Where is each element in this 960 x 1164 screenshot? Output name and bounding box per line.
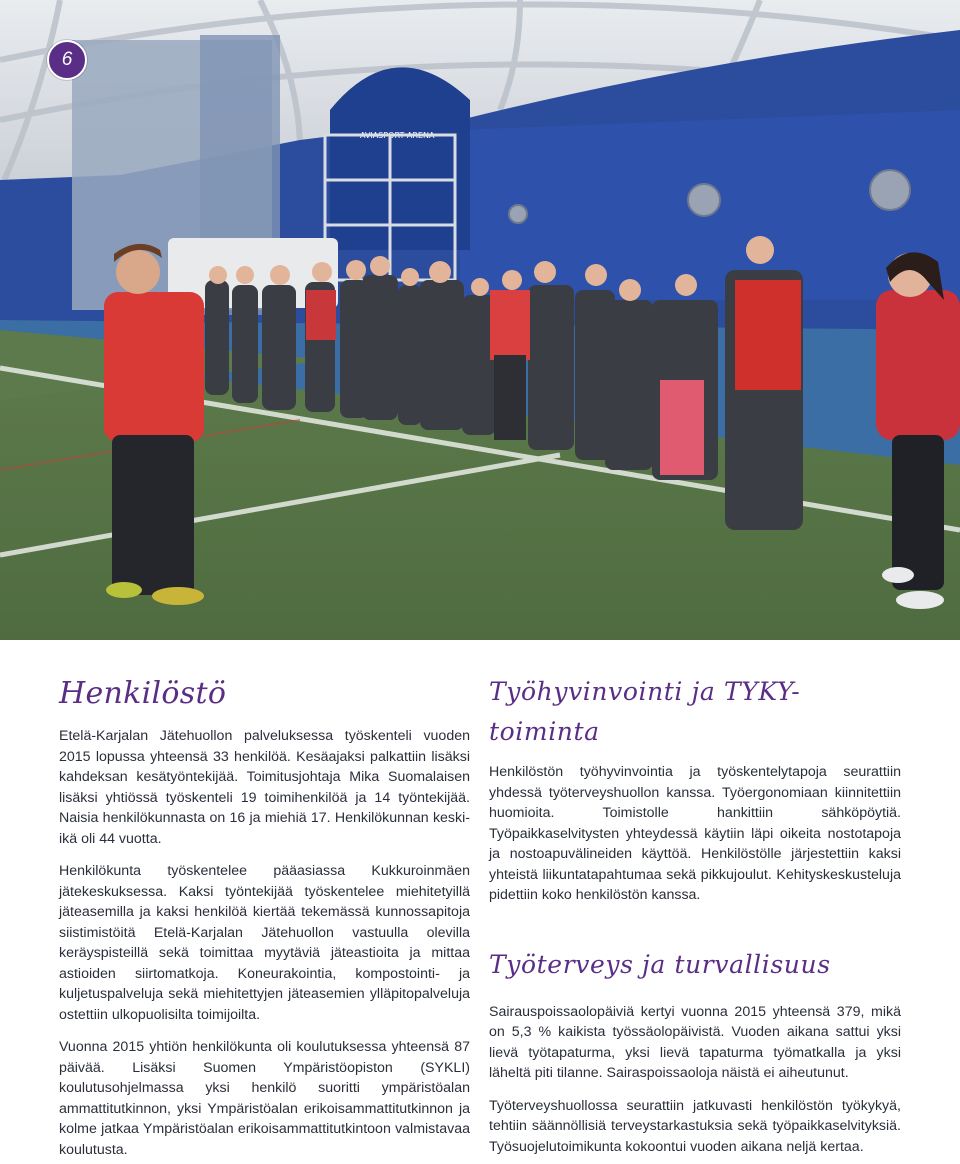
instructor-left: [104, 244, 204, 605]
heading-tyoterveys: Työterveys ja turvallisuus: [489, 949, 831, 979]
paragraph-work-locations: Henkilökunta työskentelee pääasiassa Kukkuroinmäen jätekeskuksessa. Kaksi työntekijää työskentelee miehitetyillä jäteasemilla ja kaksi henkilöä kiertää tekemässä kunnossapitoja siistimistöitä Etelä-Karjalan Jätehuollon vastuulla olevilla keräyspisteillä sekä toimittaa myytäviä jäteastioita ja mittaa astioiden siirtomatkoja. Koneurakointia, kompostointi- ja kuljetuspalveluja sekä miehitettyjen jäteasemien ylläpitopalveluja ostettiin ulkopuolisilta toimijoilta.: [59, 863, 470, 1023]
paragraph-wellbeing: Henkilöstön työhyvinvointia ja työskentelytapoja seurattiin yhdessä työterveyshuollon kanssa. Työergonomiaan kiinnitettiin huomioita. Toimistolle hankittiin sähköpöytiä. Työpaikkaselvitysten yhteydessä käytiin läpi oikeita nostotapoja ja nostoapuvälineiden käyttöä. Henkilöstölle järjestettiin kaksi yhteistä liikuntatapahtumaa sekä pikkujoulut. Kehityskeskusteluja pidettiin koko henkilöstön kanssa.: [489, 764, 901, 903]
left-column: [59, 672, 470, 1160]
right-column: [489, 672, 901, 1157]
heading-henkilosto: Henkilöstö: [59, 676, 227, 711]
paragraph-staff-count: Etelä-Karjalan Jätehuollon palveluksessa työskenteli vuoden 2015 lopussa yhteensä 33 henkilöä. Kesäajaksi palkattiin lisäksi kahdeksan kesätyöntekijää. Toimitusjohtaja Mika Suomalaisen lisäksi yhtiössä työskenteli 19 toimihenkilöä ja 14 työntekijää. Naisia henkilökunnasta on 16 ja miehiä 17. Henkilökunnan keski-ikä oli 44 vuotta.: [59, 728, 470, 847]
entrance-arch: [330, 67, 470, 250]
page-number-badge: 6: [47, 40, 87, 80]
heading-tyohyvinvointi: Työhyvinvointi ja TYKY-toiminta: [489, 677, 801, 746]
paragraph-occupational-health: Työterveyshuollossa seurattiin jatkuvasti henkilöstön työkykyä, tehtiin säännöllisiä terveystarkastuksia sekä työpaikkaselvityksiä. Työsuojelutoimikunta kokoontui vuoden aikana neljä kertaa.: [489, 1097, 901, 1155]
paragraph-training: Vuonna 2015 yhtiön henkilökunta oli koulutuksessa yhteensä 87 päivää. Lisäksi Suomen Ympäristöopiston (SYKLI) koulutusohjelmassa yksi henkilö suoritti ympäristöalan ammattitutkinnon, yksi Ympäristöalan erikoisammattitutkinnon ja kolme jatkaa Ympäristöalan erikoisammattitutkintoon valmistavaa koulutusta.: [59, 1039, 470, 1158]
arena-sign: AVIASPORT ARENA: [360, 131, 435, 140]
paragraph-sick-leave: Sairauspoissaolopäiviä kertyi vuonna 2015 yhteensä 379, mikä on 5,3 % kaikista työssäolopäivistä. Vuoden aikana sattui yksi lievä työtapaturma, yksi lievä tapaturma työmatkalla ja yksi läheltä piti tilanne. Sairaspoissaoloja näistä ei aiheutunut.: [489, 1003, 901, 1081]
